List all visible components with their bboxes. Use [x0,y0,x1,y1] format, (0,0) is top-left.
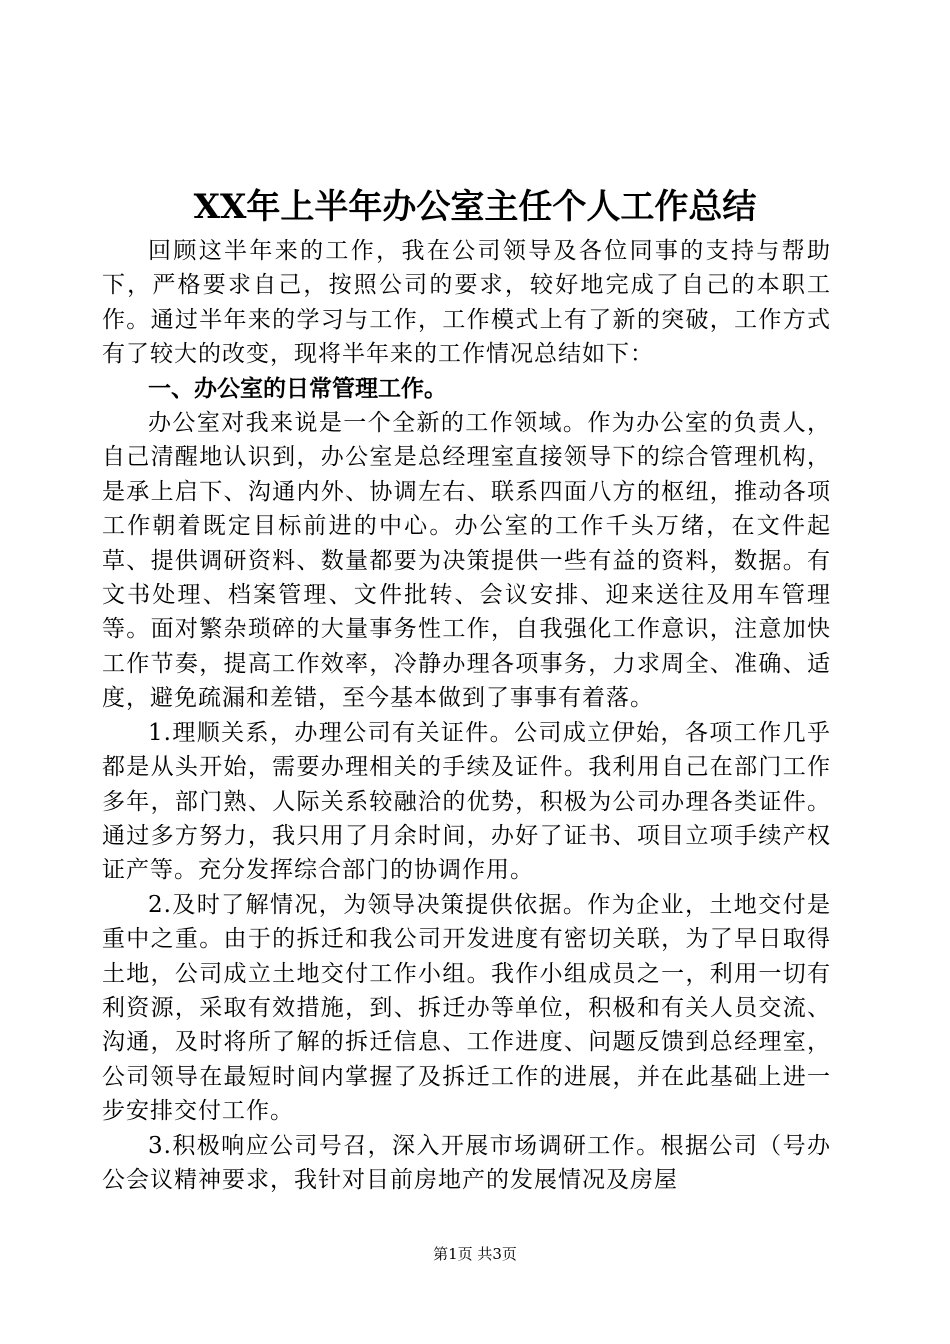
document-body [102,234,831,1197]
item-paragraph-1: 1.理顺关系，办理公司有关证件。公司成立伊始，各项工作几乎都是从头开始，需要办理相关的手续及证件。我利用自己在部门工作多年，部门熟、人际关系较融洽的优势，积极为公司办理各类证件。通过多方努力，我只用了月余时间，办好了证书、项目立项手续产权证产等。充分发挥综合部门的协调作用。 [102,719,831,884]
intro-paragraph: 回顾这半年来的工作，我在公司领导及各位同事的支持与帮助下，严格要求自己，按照公司的要求，较好地完成了自己的本职工作。通过半年来的学习与工作，工作模式上有了新的突破，工作方式有了较大的改变，现将半年来的工作情况总结如下： [102,238,831,368]
page-footer: 第1页 共3页 [433,1245,517,1263]
document-title: XX年上半年办公室主任个人工作总结 [193,187,757,227]
item-paragraph-3: 3.积极响应公司号召，深入开展市场调研工作。根据公司（号办公会议精神要求，我针对目前房地产的发展情况及房屋 [102,1132,831,1193]
item-paragraph-2: 2.及时了解情况，为领导决策提供依据。作为企业，土地交付是重中之重。由于的拆迁和我公司开发进度有密切关联，为了早日取得土地，公司成立土地交付工作小组。我作小组成员之一，利用一切有利资源，采取有效措施，到、拆迁办等单位，积极和有关人员交流、沟通，及时将所了解的拆迁信息、工作进度、问题反馈到总经理室，公司领导在最短时间内掌握了及拆迁工作的进展，并在此基础上进一步安排交付工作。 [102,891,831,1125]
body-paragraph: 办公室对我来说是一个全新的工作领域。作为办公室的负责人，自己清醒地认识到，办公室是总经理室直接领导下的综合管理机构，是承上启下、沟通内外、协调左右、联系四面八方的枢纽，推动各项工作朝着既定目标前进的中心。办公室的工作千头万绪，在文件起草、提供调研资料、数量都要为决策提供一些有益的资料，数据。有文书处理、档案管理、文件批转、会议安排、迎来送往及用车管理等。面对繁杂琐碎的大量事务性工作，自我强化工作意识，注意加快工作节奏，提高工作效率，冷静办理各项事务，力求周全、准确、适度，避免疏漏和差错，至今基本做到了事事有着落。 [102,410,831,712]
section-heading: 一、办公室的日常管理工作。 [148,374,447,402]
